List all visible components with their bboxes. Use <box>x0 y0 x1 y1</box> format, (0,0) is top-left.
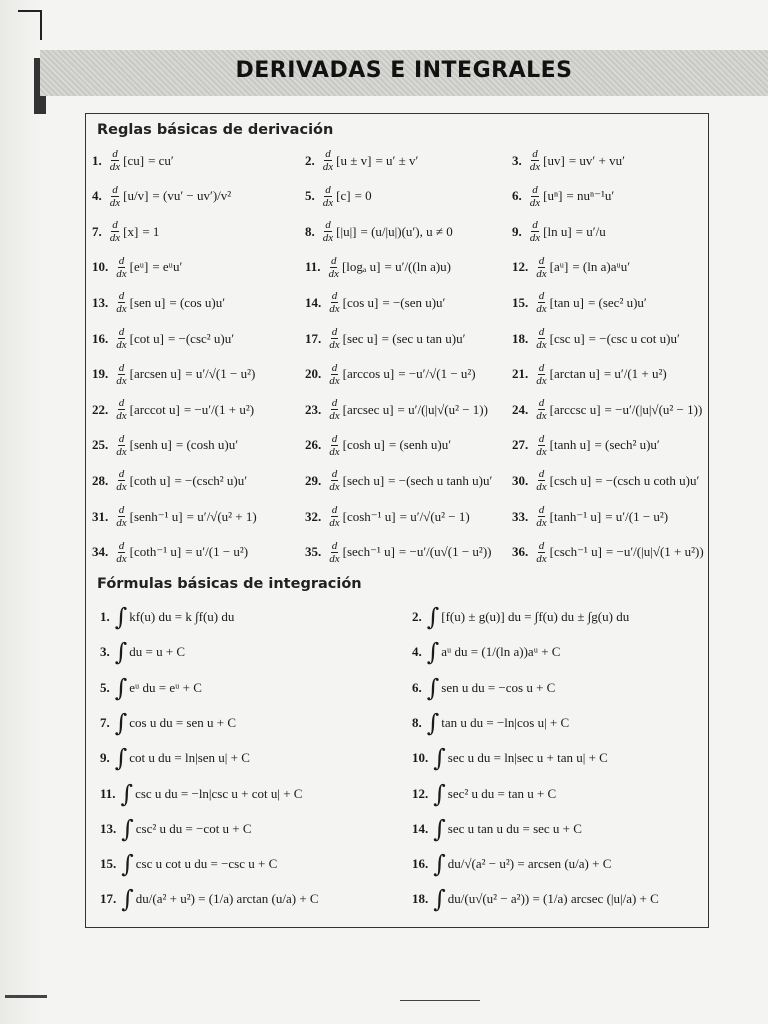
rule-number: 25. <box>92 437 109 453</box>
d-dx-operator: $\frac{d}{dx}$ <box>329 290 340 316</box>
rule-number: 11. <box>305 259 321 275</box>
rule-number: 15. <box>100 856 117 872</box>
rule-number: 28. <box>92 472 109 488</box>
rule-number: 31. <box>92 508 109 524</box>
d-dx-operator: $\frac{d}{dx}$ <box>322 148 334 173</box>
rule-rhs: = (sec² u)u′ <box>587 294 647 310</box>
d-dx-operator: $\frac{d}{dx}$ <box>536 254 547 280</box>
integral-rule <box>100 708 237 737</box>
rule-rhs: = (u/|u|)(u′), u ≠ 0 <box>360 223 453 239</box>
rule-number: 16. <box>412 856 429 872</box>
derivative-rule <box>305 326 465 351</box>
rule-lhs: [|u|] <box>336 223 357 239</box>
rule-number: 3. <box>512 152 522 168</box>
derivative-rule <box>512 504 668 529</box>
rule-number: 17. <box>100 891 117 907</box>
integral-sign-icon: ∫ <box>114 708 128 737</box>
rule-lhs: [sech u] <box>342 472 385 488</box>
rule-number: 36. <box>512 544 529 560</box>
d-dx-operator: $\frac{d}{dx}$ <box>329 468 340 494</box>
integral-sign-icon: ∫ <box>114 744 128 773</box>
rule-number: 19. <box>92 366 109 382</box>
rule-expression: csc u cot u du = −csc u + C <box>135 856 278 872</box>
rule-expression: sec² u du = tan u + C <box>447 785 557 801</box>
integral-rule <box>412 779 557 808</box>
derivative-rule <box>92 433 238 458</box>
rule-number: 10. <box>412 750 429 766</box>
scan-edge <box>0 0 40 1024</box>
derivative-rule <box>305 504 470 529</box>
integral-rule <box>412 708 570 737</box>
rule-number: 30. <box>512 472 529 488</box>
derivative-rule <box>512 540 704 565</box>
rule-lhs: [cosh⁻¹ u] <box>342 508 396 524</box>
rule-lhs: [arctan u] <box>549 366 600 382</box>
integral-sign-icon: ∫ <box>120 779 134 808</box>
rule-expression: csc u du = −ln|csc u + cot u| + C <box>135 785 303 801</box>
rule-lhs: [csc u] <box>549 330 585 346</box>
rule-number: 11. <box>100 785 116 801</box>
rule-number: 13. <box>100 820 117 836</box>
derivative-rule <box>92 148 174 173</box>
rule-number: 32. <box>305 508 322 524</box>
rule-lhs: [coth u] <box>129 472 171 488</box>
rule-number: 7. <box>100 714 110 730</box>
rule-number: 26. <box>305 437 322 453</box>
integral-sign-icon: ∫ <box>426 603 440 631</box>
rule-number: 15. <box>512 294 529 310</box>
rule-lhs: [arccos u] <box>342 366 395 382</box>
rule-rhs: = −(sech u tanh u)u′ <box>388 472 493 488</box>
d-dx-operator: $\frac{d}{dx}$ <box>536 290 547 316</box>
derivative-rule <box>305 219 453 244</box>
rule-rhs: = u′ ± v′ <box>375 152 419 168</box>
d-dx-operator: $\frac{d}{dx}$ <box>536 468 547 494</box>
rule-expression: aᵘ du = (1/(ln a))aᵘ + C <box>441 644 561 660</box>
rule-number: 1. <box>92 152 102 168</box>
derivative-rule <box>92 362 255 387</box>
derivative-rule <box>305 433 451 458</box>
rule-lhs: [arccot u] <box>129 401 180 417</box>
integral-sign-icon: ∫ <box>114 673 128 702</box>
derivative-rule <box>92 290 225 315</box>
d-dx-operator: $\frac{d}{dx}$ <box>536 504 547 529</box>
rule-lhs: [tanh⁻¹ u] <box>549 508 602 524</box>
integral-sign-icon: ∫ <box>433 850 446 879</box>
rule-lhs: [arcsec u] <box>342 401 394 417</box>
d-dx-operator: $\frac{d}{dx}$ <box>529 148 541 173</box>
rule-number: 13. <box>92 294 109 310</box>
rule-number: 22. <box>92 401 109 417</box>
rule-lhs: [eᵘ] <box>129 259 149 275</box>
d-dx-operator: $\frac{d}{dx}$ <box>536 432 547 458</box>
rule-number: 8. <box>305 223 315 239</box>
derivative-rule <box>92 468 247 493</box>
rule-number: 3. <box>100 644 110 660</box>
integral-rule <box>412 744 608 773</box>
rule-rhs: = (senh u)u′ <box>388 437 452 453</box>
rule-rhs: = −(csc u cot u)u′ <box>588 330 680 346</box>
rule-lhs: [x] <box>123 223 139 239</box>
rule-lhs: [senh⁻¹ u] <box>129 508 183 524</box>
integral-sign-icon: ∫ <box>433 779 446 808</box>
rule-rhs: = 1 <box>142 223 160 239</box>
rule-number: 14. <box>305 294 322 310</box>
rule-number: 2. <box>412 609 422 624</box>
derivative-rule <box>512 290 647 315</box>
rule-expression: du/(u√(u² − a²)) = (1/a) arcsec (|u|/a) + C <box>447 891 659 907</box>
integral-rule <box>412 603 630 631</box>
rule-rhs: = u′/(|u|√(u² − 1)) <box>397 401 488 417</box>
rule-number: 23. <box>305 401 322 417</box>
rule-lhs: [csch u] <box>549 472 592 488</box>
rule-lhs: [csch⁻¹ u] <box>549 544 602 560</box>
rule-number: 34. <box>92 544 109 560</box>
rule-number: 18. <box>412 891 429 907</box>
rule-lhs: [uv] <box>543 152 565 168</box>
rule-lhs: [tan u] <box>549 294 584 310</box>
rule-rhs: = −u′/(|u|√(u² − 1)) <box>604 401 703 417</box>
rule-number: 18. <box>512 330 529 346</box>
derivative-rule <box>92 184 231 209</box>
rule-number: 5. <box>100 679 110 695</box>
rule-expression: cos u du = sen u + C <box>129 714 237 730</box>
rule-lhs: [uⁿ] <box>543 188 563 204</box>
rule-rhs: = −u′/√(1 − u²) <box>398 366 476 382</box>
rule-rhs: = u′/u <box>575 223 606 239</box>
derivative-rule <box>305 397 488 422</box>
rule-number: 6. <box>412 679 422 695</box>
rule-rhs: = u′/(1 − u²) <box>185 544 249 560</box>
derivative-rule <box>512 326 680 351</box>
derivative-rule <box>512 148 625 173</box>
integral-rule <box>100 814 252 843</box>
d-dx-operator: $\frac{d}{dx}$ <box>529 183 541 209</box>
integral-sign-icon: ∫ <box>433 744 446 773</box>
rule-expression: du/(a² + u²) = (1/a) arctan (u/a) + C <box>135 891 319 907</box>
rule-number: 14. <box>412 820 429 836</box>
d-dx-operator: $\frac{d}{dx}$ <box>109 148 121 173</box>
rule-lhs: [coth⁻¹ u] <box>129 544 182 560</box>
rule-number: 9. <box>512 223 522 239</box>
rule-number: 7. <box>92 223 102 239</box>
rule-rhs: = nuⁿ⁻¹u′ <box>566 188 615 204</box>
rule-lhs: [ln u] <box>543 223 572 239</box>
rule-lhs: [c] <box>336 188 351 204</box>
derivative-rule <box>92 326 234 351</box>
derivation-title: Reglas básicas de derivación <box>97 122 334 138</box>
rule-lhs: [sec u] <box>342 330 378 346</box>
derivative-rule <box>512 433 660 458</box>
rule-expression: csc² u du = −cot u + C <box>135 820 252 836</box>
integral-rule <box>100 850 278 879</box>
rule-lhs: [sech⁻¹ u] <box>342 544 395 560</box>
integration-title: Fórmulas básicas de integración <box>97 576 362 592</box>
integral-sign-icon: ∫ <box>426 638 440 667</box>
integral-rule <box>412 885 659 914</box>
derivative-rule <box>512 397 702 422</box>
integral-rule <box>412 673 556 702</box>
d-dx-operator: $\frac{d}{dx}$ <box>536 397 547 423</box>
rule-lhs: [cosh u] <box>342 437 385 453</box>
rule-expression: eᵘ du = eᵘ + C <box>129 679 202 695</box>
d-dx-operator: $\frac{d}{dx}$ <box>116 397 127 423</box>
derivative-rule <box>305 540 491 565</box>
rule-rhs: = (vu′ − uv′)/v² <box>152 188 232 204</box>
integral-sign-icon: ∫ <box>121 885 134 914</box>
rule-rhs: = −u′/(u√(1 − u²)) <box>398 544 492 560</box>
derivative-rule <box>512 219 606 244</box>
derivative-rule <box>305 290 445 315</box>
integral-rule <box>100 744 250 773</box>
integral-rule <box>100 779 303 808</box>
d-dx-operator: $\frac{d}{dx}$ <box>329 504 340 529</box>
rule-lhs: [arccsc u] <box>549 401 601 417</box>
rule-rhs: = −(csch² u)u′ <box>174 472 248 488</box>
rule-expression: du/√(a² − u²) = arcsen (u/a) + C <box>447 856 612 872</box>
rule-lhs: [tanh u] <box>549 437 591 453</box>
rule-lhs: [aᵘ] <box>549 259 569 275</box>
rule-rhs: = u′/√(u² + 1) <box>186 508 257 524</box>
d-dx-operator: $\frac{d}{dx}$ <box>109 183 121 209</box>
derivative-rule <box>512 255 630 280</box>
rule-expression: sec u tan u du = sec u + C <box>447 820 582 836</box>
d-dx-operator: $\frac{d}{dx}$ <box>116 432 127 458</box>
d-dx-operator: $\frac{d}{dx}$ <box>116 254 127 280</box>
d-dx-operator: $\frac{d}{dx}$ <box>329 397 340 423</box>
integral-rule <box>100 673 202 702</box>
derivative-rule <box>512 362 667 387</box>
rule-number: 6. <box>512 188 522 204</box>
derivative-rule <box>305 255 451 280</box>
rule-number: 2. <box>305 152 315 168</box>
d-dx-operator: $\frac{d}{dx}$ <box>116 361 127 387</box>
integral-sign-icon: ∫ <box>426 708 440 737</box>
d-dx-operator: $\frac{d}{dx}$ <box>329 432 340 458</box>
rule-lhs: [cot u] <box>129 330 164 346</box>
d-dx-operator: $\frac{d}{dx}$ <box>328 254 339 280</box>
rule-rhs: = (ln a)aᵘu′ <box>572 259 631 275</box>
rule-expression: sec u du = ln|sec u + tan u| + C <box>447 750 608 766</box>
rule-expression: sen u du = −cos u + C <box>441 679 556 695</box>
rule-number: 12. <box>412 785 429 801</box>
rule-lhs: [senh u] <box>129 437 172 453</box>
rule-expression: [f(u) ± g(u)] du = ∫f(u) du ± ∫g(u) du <box>441 609 630 624</box>
integral-rule <box>412 638 561 667</box>
derivative-rule <box>92 255 182 280</box>
rule-number: 4. <box>92 188 102 204</box>
d-dx-operator: $\frac{d}{dx}$ <box>116 290 127 316</box>
rule-number: 29. <box>305 472 322 488</box>
d-dx-operator: $\frac{d}{dx}$ <box>536 361 547 387</box>
d-dx-operator: $\frac{d}{dx}$ <box>322 219 334 245</box>
rule-rhs: = u′/√(1 − u²) <box>185 366 256 382</box>
rule-number: 24. <box>512 401 529 417</box>
integral-rule <box>100 638 186 667</box>
rule-rhs: = −(sen u)u′ <box>382 294 446 310</box>
rule-rhs: = −u′/(1 + u²) <box>183 401 255 417</box>
rule-expression: cot u du = ln|sen u| + C <box>129 750 250 766</box>
header-band <box>40 50 768 96</box>
rule-rhs: = eᵘu′ <box>152 259 183 275</box>
integral-rule <box>412 850 612 879</box>
rule-rhs: = u′/((ln a)u) <box>384 259 452 275</box>
rule-rhs: = uv′ + vu′ <box>568 152 625 168</box>
rule-rhs: = −(csch u coth u)u′ <box>595 472 700 488</box>
derivative-rule <box>512 184 614 209</box>
rule-number: 10. <box>92 259 109 275</box>
rule-number: 16. <box>92 330 109 346</box>
rule-number: 33. <box>512 508 529 524</box>
derivative-rule <box>92 219 159 244</box>
rule-number: 5. <box>305 188 315 204</box>
integral-rule <box>412 814 582 843</box>
rule-number: 8. <box>412 714 422 730</box>
d-dx-operator: $\frac{d}{dx}$ <box>116 326 127 351</box>
integral-sign-icon: ∫ <box>433 885 446 914</box>
integral-sign-icon: ∫ <box>426 673 440 702</box>
derivative-rule <box>512 468 699 493</box>
integral-rule <box>100 885 319 914</box>
integral-rule <box>100 603 235 631</box>
rule-number: 20. <box>305 366 322 382</box>
rule-rhs: = (cos u)u′ <box>169 294 226 310</box>
d-dx-operator: $\frac{d}{dx}$ <box>329 539 340 565</box>
rule-number: 21. <box>512 366 529 382</box>
rule-number: 35. <box>305 544 322 560</box>
d-dx-operator: $\frac{d}{dx}$ <box>329 326 340 351</box>
rule-lhs: [cu] <box>123 152 145 168</box>
d-dx-operator: $\frac{d}{dx}$ <box>322 183 334 209</box>
d-dx-operator: $\frac{d}{dx}$ <box>116 539 127 565</box>
d-dx-operator: $\frac{d}{dx}$ <box>109 219 121 245</box>
rule-expression: tan u du = −ln|cos u| + C <box>441 714 570 730</box>
rule-rhs: = −u′/(|u|√(1 + u²)) <box>605 544 704 560</box>
rule-lhs: [cos u] <box>342 294 379 310</box>
rule-expression: kf(u) du = k ∫f(u) du <box>129 609 235 624</box>
rule-number: 27. <box>512 437 529 453</box>
rule-rhs: = u′/(1 + u²) <box>603 366 667 382</box>
rule-rhs: = 0 <box>354 188 372 204</box>
derivative-rule <box>305 468 492 493</box>
rule-rhs: = u′/(1 − u²) <box>605 508 669 524</box>
rule-number: 1. <box>100 609 110 624</box>
scan-artifact <box>5 995 47 998</box>
corner-mark <box>18 10 42 40</box>
rule-rhs: = u′/√(u² − 1) <box>399 508 470 524</box>
d-dx-operator: $\frac{d}{dx}$ <box>116 468 127 494</box>
rule-number: 4. <box>412 644 422 660</box>
integral-sign-icon: ∫ <box>433 814 446 843</box>
d-dx-operator: $\frac{d}{dx}$ <box>529 219 541 245</box>
derivative-rule <box>92 397 254 422</box>
integral-sign-icon: ∫ <box>114 603 128 631</box>
integral-sign-icon: ∫ <box>121 814 134 843</box>
rule-number: 12. <box>512 259 529 275</box>
rule-lhs: [u/v] <box>123 188 149 204</box>
rule-rhs: = (sec u tan u)u′ <box>381 330 466 346</box>
d-dx-operator: $\frac{d}{dx}$ <box>536 539 547 565</box>
derivative-rule <box>305 184 372 209</box>
rule-lhs: [arcsen u] <box>129 366 182 382</box>
rule-lhs: [sen u] <box>129 294 166 310</box>
derivative-rule <box>305 362 476 387</box>
integral-sign-icon: ∫ <box>121 850 134 879</box>
scan-artifact <box>400 1000 480 1001</box>
rule-rhs: = (sech² u)u′ <box>594 437 660 453</box>
d-dx-operator: $\frac{d}{dx}$ <box>329 361 340 387</box>
rule-expression: du = u + C <box>129 644 186 660</box>
derivative-rule <box>305 148 418 173</box>
d-dx-operator: $\frac{d}{dx}$ <box>116 504 127 529</box>
page-title: DERIVADAS E INTEGRALES <box>235 58 573 83</box>
rule-rhs: = −(csc² u)u′ <box>167 330 235 346</box>
integral-sign-icon: ∫ <box>114 638 128 667</box>
derivative-rule <box>92 540 248 565</box>
rule-rhs: = (cosh u)u′ <box>175 437 239 453</box>
rule-number: 17. <box>305 330 322 346</box>
rule-number: 9. <box>100 750 110 766</box>
rule-lhs: [logₐ u] <box>341 259 381 275</box>
d-dx-operator: $\frac{d}{dx}$ <box>536 326 547 351</box>
rule-rhs: = cu′ <box>148 152 174 168</box>
rule-lhs: [u ± v] <box>336 152 372 168</box>
derivative-rule <box>92 504 257 529</box>
